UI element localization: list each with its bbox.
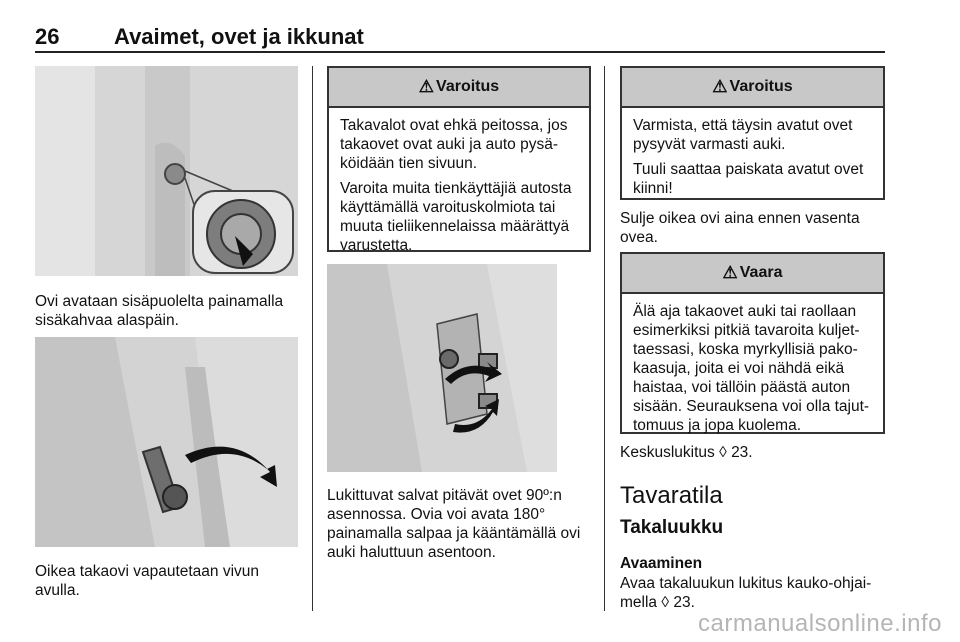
danger-body xyxy=(622,294,883,435)
caption-release-lever: Oikea takaovi vapautetaan vivun avulla. xyxy=(35,563,260,599)
subheading: Avaaminen xyxy=(620,555,703,572)
warning-triangle-icon: ⚠ xyxy=(418,77,435,96)
column-divider-1 xyxy=(312,66,313,611)
warning-box xyxy=(620,66,885,200)
danger-header xyxy=(622,254,883,294)
body-text-content: Avaa takaluukun lukitus kauko-ohjai-mella xyxy=(620,575,872,611)
warning-paragraph: Varmista, että täysin avatut ovet pysyvät varmasti auki. xyxy=(633,117,853,153)
warning-paragraph: Varoita muita tienkäyttäjiä autosta käyttämällä varoituskolmiota tai muuta tieliikennelaissa määrättyä varustetta. xyxy=(340,180,572,254)
watermark: carmanualsonline.info xyxy=(698,610,942,637)
warning-title: Varoitus xyxy=(729,78,793,95)
warning-triangle-icon: ⚠ xyxy=(722,263,738,282)
reference-arrow-icon: ◊ xyxy=(719,444,727,461)
reference-arrow-icon: ◊ xyxy=(661,594,670,611)
warning-header xyxy=(622,68,883,108)
page-title: Avaimet, ovet ja ikkunat xyxy=(114,24,364,49)
body-text: Sulje oikea ovi aina ennen vasenta ovea. xyxy=(620,210,860,246)
body-text xyxy=(620,574,890,612)
section-heading: Tavaratila xyxy=(620,482,723,509)
warning-paragraph: Takavalot ovat ehkä peitossa, jos takaovet ovat auki ja auto pysä-köidään tien sivuun. xyxy=(340,117,568,172)
figure-door-hinge xyxy=(327,264,591,472)
warning-header xyxy=(329,68,589,108)
warning-triangle-icon: ⚠ xyxy=(712,77,728,96)
reference-page: 23. xyxy=(673,594,695,611)
header-rule xyxy=(35,51,885,53)
warning-body xyxy=(622,108,883,198)
subsection-heading: Takaluukku xyxy=(620,517,724,538)
danger-paragraph: Älä aja takaovet auki tai raollaan esimerkiksi pitkiä tavaroita kuljet-taessasi, koska myrkyllisiä pako-kaasuja, joita ei voi nähdä eikä haistaa, voi tällöin päästä auton sisään. Seurauksena voi olla tajut-tomuus ja jopa kuolema. xyxy=(633,303,870,434)
caption-door-hinge: Lukittuvat salvat pitävät ovet 90º:n asennossa. Ovia voi avata 180° painamalla salpaa ja kääntämällä ovi auki haluttuun asentoon. xyxy=(327,487,581,561)
warning-paragraph: Tuuli saattaa paiskata avatut ovet kiinni! xyxy=(633,161,864,197)
warning-body xyxy=(329,108,589,255)
warning-title: Varoitus xyxy=(436,78,500,95)
danger-title: Vaara xyxy=(739,264,783,281)
caption-door-handle: Ovi avataan sisäpuolelta painamalla sisäkahvaa alaspäin. xyxy=(35,293,284,329)
reference-page: 23. xyxy=(731,444,753,461)
cross-reference xyxy=(620,443,885,462)
page-number: 26 xyxy=(35,24,60,49)
figure-release-lever xyxy=(35,337,298,547)
figure-door-handle xyxy=(35,66,298,276)
warning-box xyxy=(327,66,591,252)
danger-box xyxy=(620,252,885,434)
column-divider-2 xyxy=(604,66,605,611)
reference-label: Keskuslukitus xyxy=(620,444,715,461)
